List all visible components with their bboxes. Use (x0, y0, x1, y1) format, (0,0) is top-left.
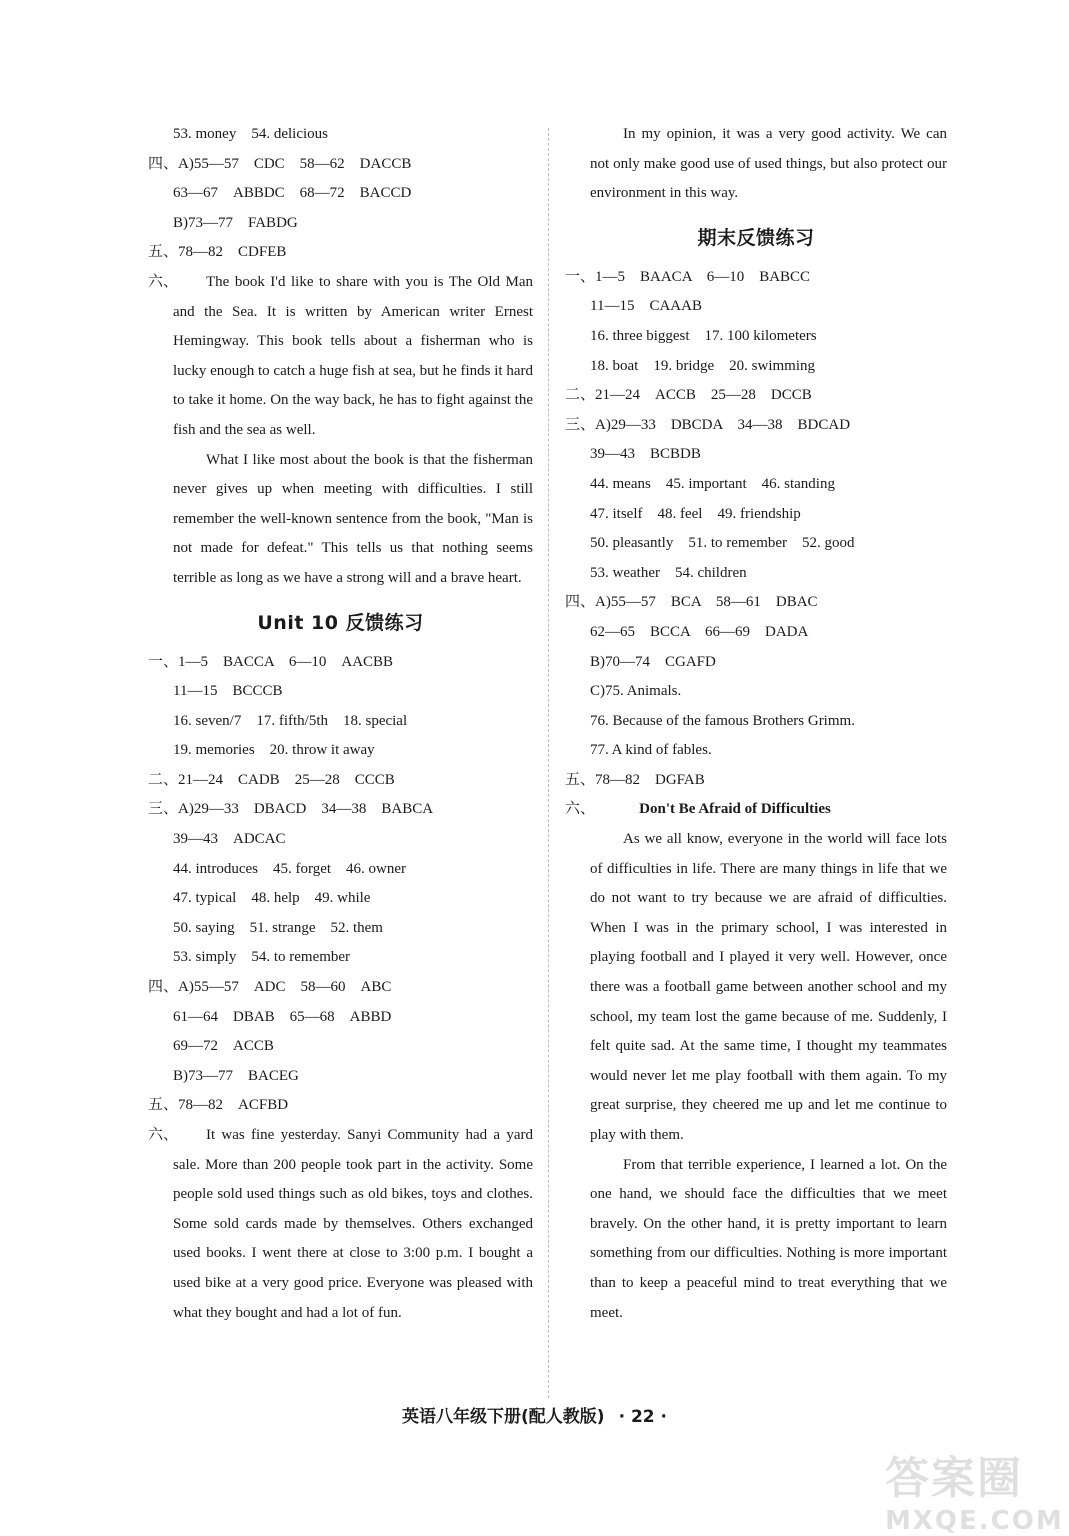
section-label: 三、 (565, 416, 596, 433)
answer-line: 39—43 ADCAC (173, 831, 286, 848)
answer-line: 50. pleasantly 51. to remember 52. good (590, 535, 855, 552)
section-heading: 期末反馈练习 (697, 226, 815, 249)
essay-paragraph: In my opinion, it was a very good activity. We can not only make good use of used things, but also protect our environment in this way. (590, 126, 947, 202)
section-label: 二、 (565, 387, 596, 404)
answer-line: 53. simply 54. to remember (173, 949, 351, 966)
answer-line: 47. typical 48. help 49. while (173, 890, 371, 907)
section-label: 一、 (565, 268, 596, 285)
watermark-logo (885, 1442, 1064, 1536)
section-label: 三、 (148, 801, 179, 818)
left-column (148, 120, 533, 1328)
essay-paragraph: As we all know, everyone in the world will face lots of difficulties in life. There are many things in life that we do not want to try because we are afraid of difficulties. When I was in the primary school, I was interested in playing football and I played it very well. However, once there was a football game between another school and my school, my team lost the game because of me. Suddenly, I felt quite sad. At the same time, I thought my teammates would never let me play football with them again. To my great surprise, they cheered me up and let me continue to play with them. (590, 831, 947, 1143)
answer-line: B)73—77 BACEG (173, 1067, 299, 1084)
section-label: 六、 (565, 801, 596, 818)
answer-line: 一、1—5 BACCA 6—10 AACBB (148, 648, 533, 678)
section-label: 二、 (148, 771, 179, 788)
essay-block (148, 1121, 533, 1328)
answer-line: C)75. Animals. (590, 683, 682, 700)
page-footer (0, 1402, 1069, 1427)
answer-line: 四、A)55—57 BCA 58—61 DBAC (565, 588, 947, 618)
essay-body (590, 795, 947, 1328)
answer-line: 五、78—82 DGFAB (565, 766, 947, 796)
watermark-url: MXQE.COM (885, 1506, 1064, 1536)
essay-body (173, 268, 533, 594)
answer-line: 62—65 BCCA 66—69 DADA (590, 623, 809, 640)
answer-line: 三、A)29—33 DBCDA 34—38 BDCAD (565, 411, 947, 441)
answer-line: 39—43 BCBDB (590, 446, 701, 463)
answer-line: 五、78—82 ACFBD (148, 1091, 533, 1121)
answer-line: B)73—77 FABDG (173, 214, 298, 231)
book-title: 英语八年级下册(配人教版) (402, 1407, 605, 1427)
answer-line: 18. boat 19. bridge 20. swimming (590, 357, 815, 374)
answer-line: 五、78—82 CDFEB (148, 238, 533, 268)
essay-block (565, 795, 947, 1328)
section-label: 四、 (148, 979, 179, 996)
essay-title: Don't Be Afraid of Difficulties (639, 801, 831, 818)
answer-line: 63—67 ABBDC 68—72 BACCD (173, 185, 412, 202)
answer-line: 四、A)55—57 CDC 58—62 DACCB (148, 150, 533, 180)
answer-line: 二、21—24 ACCB 25—28 DCCB (565, 381, 947, 411)
section-label: 四、 (148, 155, 179, 172)
answer-line: 44. means 45. important 46. standing (590, 475, 835, 492)
page-number: · 22 · (618, 1407, 667, 1427)
watermark-text: 答案圈 (885, 1453, 1023, 1504)
answer-line: B)70—74 CGAFD (590, 653, 716, 670)
answer-line: 19. memories 20. throw it away (173, 742, 375, 759)
essay-paragraph: What I like most about the book is that the fisherman never gives up when meeting with difficulties. I still remember the well-known sentence from the book, "Man is not made for defeat." This tells us that nothing seems terrible as long as we have a strong will and a brave heart. (173, 451, 533, 586)
answer-line: 53. weather 54. children (590, 564, 747, 581)
section-label: 四、 (565, 594, 596, 611)
answer-line: 69—72 ACCB (173, 1038, 274, 1055)
right-column (565, 120, 947, 1328)
essay-paragraph: From that terrible experience, I learned a lot. On the one hand, we should face the difficulties that we meet bravely. On the other hand, it is pretty important to learn something from our difficulties. Nothing is more important than to keep a peaceful mind to treat everything that we meet. (590, 1156, 947, 1321)
essay-paragraph: The book I'd like to share with you is The Old Man and the Sea. It is written by American writer Ernest Hemingway. This book tells about a fisherman who is lucky enough to catch a huge fish at sea, but he finds it hard to take it home. On the way back, he has to fight against the fish and the sea as well. (173, 273, 533, 438)
answer-line: 77. A kind of fables. (590, 742, 712, 759)
answer-line: 11—15 CAAAB (590, 298, 702, 315)
section-label: 五、 (148, 244, 179, 261)
answer-line: 16. seven/7 17. fifth/5th 18. special (173, 712, 408, 729)
section-label: 六、 (148, 1127, 179, 1143)
answer-line: 44. introduces 45. forget 46. owner (173, 860, 407, 877)
answer-line: 47. itself 48. feel 49. friendship (590, 505, 801, 522)
answer-line: 53. money 54. delicious (173, 126, 328, 142)
essay-paragraph: It was fine yesterday. Sanyi Community had a yard sale. More than 200 people took part in the activity. Some people sold used things such as old bikes, toys and clothes. Some sold cards made by themselves. Others exchanged used books. I went there at close to 3:00 p.m. I bought a used bike at a very good price. Everyone was pleased with what they bought and had a lot of fun. (173, 1127, 533, 1321)
answer-line: 11—15 BCCCB (173, 683, 283, 700)
section-label: 一、 (148, 653, 179, 670)
answer-line: 四、A)55—57 ADC 58—60 ABC (148, 973, 533, 1003)
answer-line: 一、1—5 BAACA 6—10 BABCC (565, 263, 947, 293)
section-label: 五、 (148, 1097, 179, 1114)
answer-line: 16. three biggest 17. 100 kilometers (590, 327, 817, 344)
section-heading: Unit 10 反馈练习 (257, 611, 424, 634)
column-divider (548, 128, 549, 1398)
answer-line: 三、A)29—33 DBACD 34—38 BABCA (148, 795, 533, 825)
answer-line: 76. Because of the famous Brothers Grimm. (590, 712, 855, 729)
section-label: 六、 (148, 273, 179, 290)
answer-line: 61—64 DBAB 65—68 ABBD (173, 1008, 392, 1025)
section-label: 五、 (565, 771, 596, 788)
answer-line: 二、21—24 CADB 25—28 CCCB (148, 766, 533, 796)
answer-line: 50. saying 51. strange 52. them (173, 919, 383, 936)
essay-block (148, 268, 533, 594)
